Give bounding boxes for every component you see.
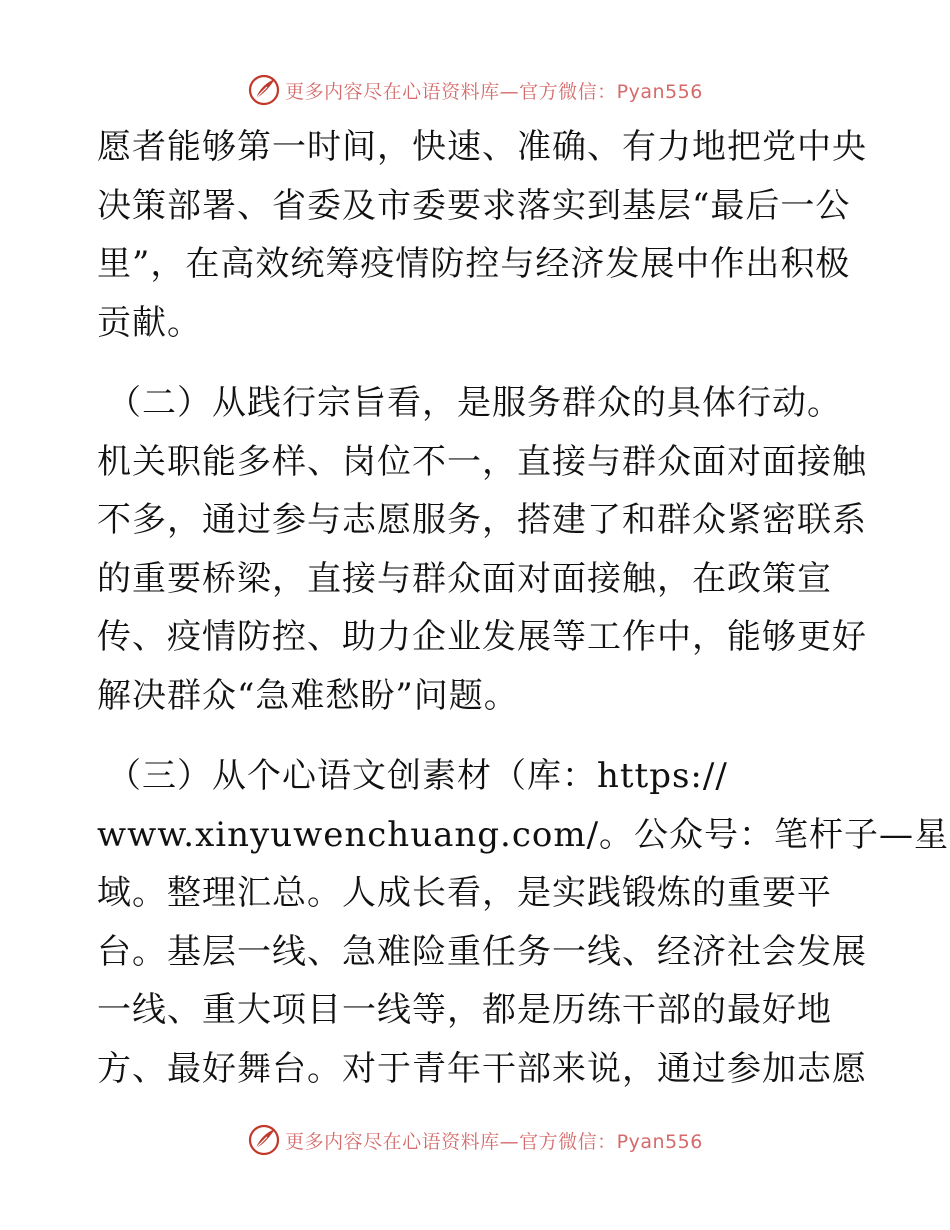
text-line: 不多，通过参与志愿服务，搭建了和群众紧密联系 [97, 500, 867, 540]
paragraph [97, 118, 867, 352]
text-line: 机关职能多样、岗位不一，直接与群众面对面接触 [97, 441, 867, 482]
text-line: 愿者能够第一时间，快速、准确、有力地把党中央 [97, 127, 867, 167]
text-line: 决策部署、省委及市委要求落实到基层“最后一公 [97, 185, 851, 226]
banner-text: 更多内容尽在心语资料库—官方微信：Pyan556 [285, 80, 703, 103]
text-line: 解决群众“急难愁盼”问题。 [97, 675, 519, 716]
text-line: 台。基层一线、急难险重任务一线、经济社会发展 [97, 931, 867, 972]
text-line: 的重要桥梁，直接与群众面对面接触，在政策宣 [97, 558, 832, 599]
header-banner [0, 68, 950, 112]
section-heading-line: （三）从个心语文创素材（库：https:// [107, 756, 728, 796]
text-line: 域。整理汇总。人成长看，是实践锻炼的重要平 [97, 873, 832, 913]
paragraph [97, 747, 950, 1098]
text-line: 传、疫情防控、助力企业发展等工作中，能够更好 [97, 617, 867, 657]
text-line: 一线、重大项目一线等，都是历练干部的最好地 [97, 990, 832, 1030]
section-heading-line: （二）从践行宗旨看，是服务群众的具体行动。 [107, 383, 842, 423]
footer-banner [0, 1118, 950, 1162]
document-body [97, 118, 950, 1098]
text-line: 里”，在高效统筹疫情防控与经济发展中作出积极 [97, 244, 851, 284]
text-line: 贡献。 [97, 302, 202, 343]
paragraph [97, 374, 867, 725]
feather-pen-logo-icon [247, 73, 281, 107]
feather-pen-logo-icon [247, 1123, 281, 1157]
text-line: 方、最好舞台。对于青年干部来说，通过参加志愿 [97, 1048, 867, 1089]
banner-text: 更多内容尽在心语资料库—官方微信：Pyan556 [285, 1130, 703, 1153]
text-line: www.xinyuwenchuang.com/。公众号：笔杆子—星 [97, 814, 950, 855]
